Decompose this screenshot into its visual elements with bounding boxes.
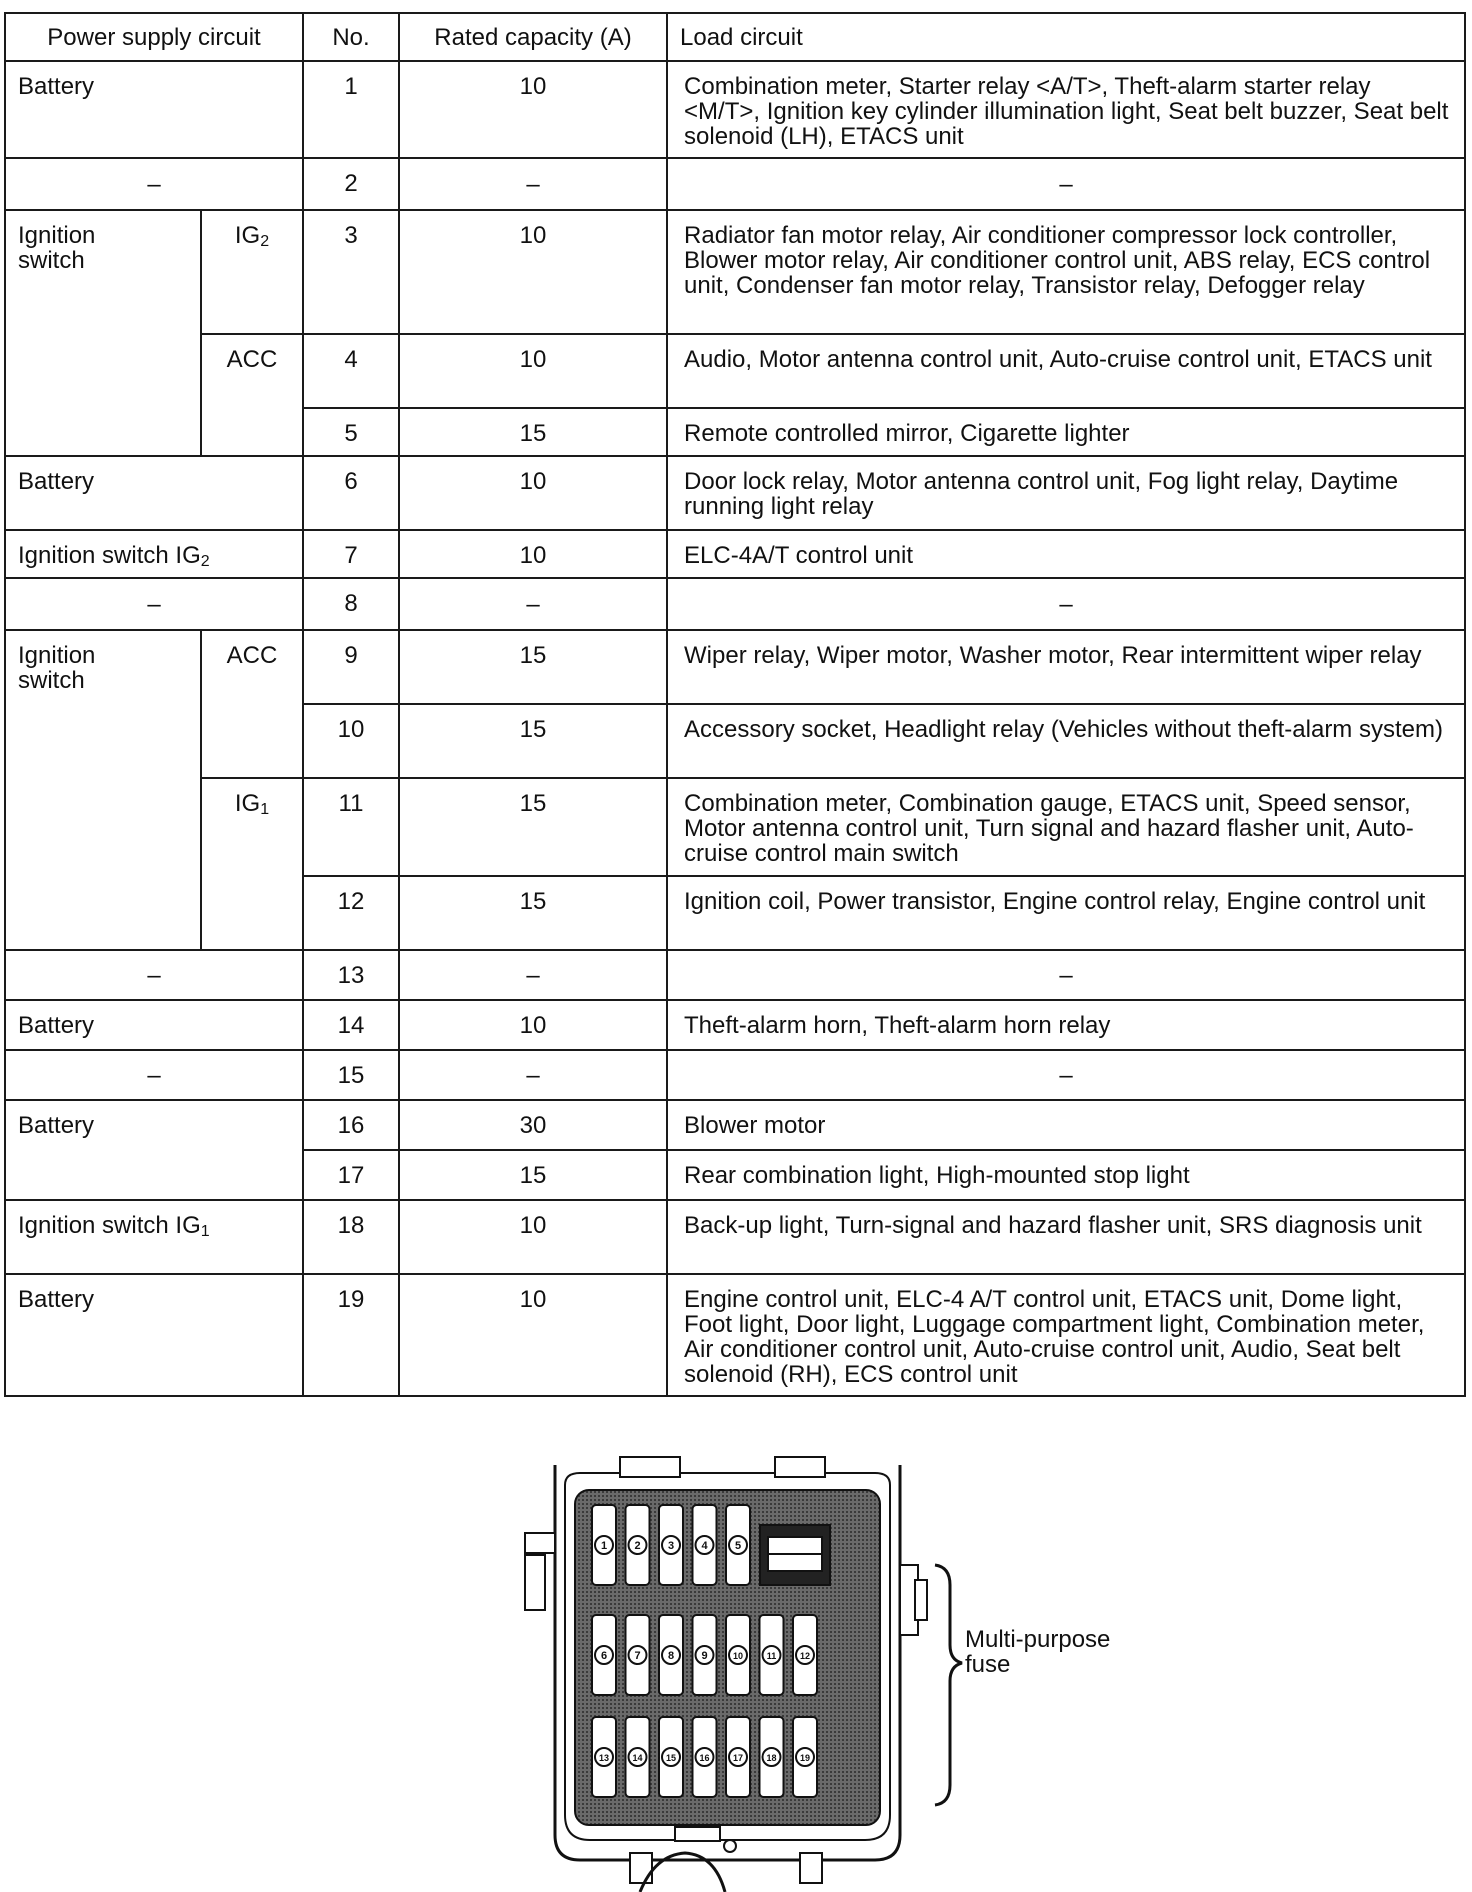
rated-capacity-cell: –	[399, 158, 667, 210]
fuse-slot	[592, 1505, 616, 1585]
ignition-switch-label: Ignition switch	[18, 642, 96, 694]
fuse-table	[4, 12, 1466, 1397]
fuse-number-text: 7	[634, 1650, 641, 1662]
load-circuit-cell: Wiper relay, Wiper motor, Washer motor, Rear intermittent wiper relay	[667, 630, 1465, 704]
power-supply-cell	[5, 1200, 303, 1274]
fuse-number-cell: 8	[303, 578, 399, 630]
table-row	[5, 950, 1465, 1000]
fuse-number-cell: 1	[303, 61, 399, 158]
load-circuit-cell: Accessory socket, Headlight relay (Vehicles without theft-alarm system)	[667, 704, 1465, 778]
table-row	[5, 210, 1465, 334]
fuse-slot	[726, 1717, 750, 1797]
sub-circuit-label: IG	[234, 222, 261, 249]
fuse-number-text: 6	[600, 1650, 608, 1662]
fuse-number-text: 12	[799, 1651, 811, 1661]
fuse-slot	[626, 1717, 650, 1797]
sub-circuit-cell	[201, 210, 303, 334]
table-row	[5, 578, 1465, 630]
sub-circuit-index: 1	[260, 801, 270, 818]
fuse-number-text: 18	[766, 1753, 777, 1763]
load-circuit-cell: –	[667, 1050, 1465, 1100]
header-load-circuit: Load circuit	[667, 13, 1465, 61]
rated-capacity-cell: 10	[399, 334, 667, 408]
multi-purpose-fuse-bracket	[935, 1565, 962, 1805]
fuse-slot	[760, 1615, 784, 1695]
fuse-number-text: 17	[732, 1753, 744, 1763]
power-supply-cell	[5, 210, 201, 456]
load-circuit-cell: Ignition coil, Power transistor, Engine control relay, Engine control unit	[667, 876, 1465, 950]
load-circuit-cell: Blower motor	[667, 1100, 1465, 1150]
sub-circuit-cell: ACC	[201, 630, 303, 778]
header-rated-capacity: Rated capacity (A)	[399, 13, 667, 61]
fuse-number-text: 13	[598, 1753, 610, 1763]
table-row	[5, 778, 1465, 876]
fuse-number-text: 9	[701, 1650, 708, 1662]
load-circuit-cell: Back-up light, Turn-signal and hazard flasher unit, SRS diagnosis unit	[667, 1200, 1465, 1274]
fuse-number-text: 2	[634, 1540, 641, 1552]
fuse-number-cell: 7	[303, 530, 399, 578]
rated-capacity-cell: 10	[399, 1200, 667, 1274]
sub-circuit-label: IG	[234, 790, 261, 817]
fuse-number-cell: 18	[303, 1200, 399, 1274]
table-row	[5, 334, 1465, 408]
load-circuit-cell: –	[667, 158, 1465, 210]
fuse-slot	[659, 1615, 683, 1695]
multi-purpose-fuse-label-line1: Multi-purpose	[965, 1626, 1111, 1653]
fuse-number-text: 5	[734, 1540, 742, 1552]
fuse-number-cell: 15	[303, 1050, 399, 1100]
table-row	[5, 1100, 1465, 1150]
fuse-slot	[626, 1505, 650, 1585]
fuse-number-text: 3	[667, 1540, 675, 1552]
fuse-number-cell: 13	[303, 950, 399, 1000]
fuse-number-cell: 4	[303, 334, 399, 408]
table-row	[5, 1000, 1465, 1050]
header-fuse-number: No.	[303, 13, 399, 61]
load-circuit-cell: Combination meter, Starter relay <A/T>, Theft-alarm starter relay <M/T>, Ignition key cylinder illumination light, Seat belt buzzer, Seat belt solenoid (LH), ETACS unit	[667, 61, 1465, 158]
table-row	[5, 1200, 1465, 1274]
fuse-number-cell: 14	[303, 1000, 399, 1050]
rated-capacity-cell: 10	[399, 210, 667, 334]
fuse-slot	[760, 1717, 784, 1797]
rated-capacity-cell: 15	[399, 630, 667, 704]
fuse-slot	[693, 1615, 717, 1695]
fuse-number-text: 10	[732, 1651, 744, 1661]
power-supply-cell: Battery	[5, 1274, 303, 1396]
rated-capacity-cell: –	[399, 950, 667, 1000]
load-circuit-cell: Rear combination light, High-mounted stop light	[667, 1150, 1465, 1200]
table-row	[5, 1050, 1465, 1100]
load-circuit-cell: Engine control unit, ELC-4 A/T control unit, ETACS unit, Dome light, Foot light, Door light, Luggage compartment light, Combination meter, Air conditioner control unit, Auto-cruise control unit, Audio, Seat belt solenoid (RH), ECS control unit	[667, 1274, 1465, 1396]
fuse-number-text: 14	[632, 1753, 643, 1763]
rated-capacity-cell: 10	[399, 1000, 667, 1050]
power-supply-label: Ignition switch IG	[18, 1212, 201, 1239]
rated-capacity-cell: 15	[399, 704, 667, 778]
rated-capacity-cell: 15	[399, 408, 667, 456]
sub-circuit-index: 2	[260, 233, 270, 250]
load-circuit-cell: Theft-alarm horn, Theft-alarm horn relay	[667, 1000, 1465, 1050]
fuse-number-cell: 16	[303, 1100, 399, 1150]
fuse-number-cell: 12	[303, 876, 399, 950]
rated-capacity-cell: –	[399, 1050, 667, 1100]
table-row	[5, 158, 1465, 210]
rated-capacity-cell: 10	[399, 61, 667, 158]
fuse-number-cell: 17	[303, 1150, 399, 1200]
power-supply-cell: Battery	[5, 1000, 303, 1050]
fuse-number-cell: 10	[303, 704, 399, 778]
fuse-box-diagram	[510, 1455, 1130, 1892]
load-circuit-cell: ELC-4A/T control unit	[667, 530, 1465, 578]
sub-circuit-cell: ACC	[201, 334, 303, 456]
rated-capacity-cell: 15	[399, 876, 667, 950]
load-circuit-cell: Door lock relay, Motor antenna control unit, Fog light relay, Daytime running light relay	[667, 456, 1465, 530]
fuse-number-text: 1	[600, 1540, 608, 1552]
power-supply-cell	[5, 630, 201, 950]
fuse-slot	[726, 1615, 750, 1695]
fuse-slot	[693, 1717, 717, 1797]
fuse-number-cell: 19	[303, 1274, 399, 1396]
power-supply-label: Ignition switch IG	[18, 542, 201, 569]
fuse-slot	[726, 1505, 750, 1585]
fuse-slot	[659, 1717, 683, 1797]
rated-capacity-cell: 30	[399, 1100, 667, 1150]
power-supply-cell: –	[5, 1050, 303, 1100]
relay-icon	[760, 1525, 830, 1585]
rated-capacity-cell: 15	[399, 778, 667, 876]
table-row	[5, 630, 1465, 704]
power-supply-cell: –	[5, 158, 303, 210]
load-circuit-cell: Audio, Motor antenna control unit, Auto-cruise control unit, ETACS unit	[667, 334, 1465, 408]
power-supply-cell: Battery	[5, 61, 303, 158]
fuse-slot	[793, 1717, 817, 1797]
fuse-number-cell: 5	[303, 408, 399, 456]
header-power-supply-circuit: Power supply circuit	[5, 13, 303, 61]
load-circuit-cell: Combination meter, Combination gauge, ETACS unit, Speed sensor, Motor antenna control unit, Turn signal and hazard flasher unit, Auto-cruise control main switch	[667, 778, 1465, 876]
rated-capacity-cell: 10	[399, 1274, 667, 1396]
fuse-number-text: 4	[701, 1540, 708, 1552]
fuse-number-text: 15	[665, 1753, 677, 1763]
power-supply-cell: –	[5, 950, 303, 1000]
rated-capacity-cell: 15	[399, 1150, 667, 1200]
fuse-slot	[793, 1615, 817, 1695]
fuse-slot	[626, 1615, 650, 1695]
power-supply-cell: –	[5, 578, 303, 630]
multi-purpose-fuse-label	[965, 1627, 1110, 1677]
fuse-number-cell: 2	[303, 158, 399, 210]
fuse-number-cell: 11	[303, 778, 399, 876]
table-row	[5, 456, 1465, 530]
table-header-row	[5, 13, 1465, 61]
table-row	[5, 1274, 1465, 1396]
ignition-switch-label: Ignition switch	[18, 222, 96, 274]
rated-capacity-cell: 10	[399, 530, 667, 578]
power-supply-cell: Battery	[5, 456, 303, 530]
load-circuit-cell: –	[667, 950, 1465, 1000]
table-row	[5, 530, 1465, 578]
table-row	[5, 61, 1465, 158]
load-circuit-cell: –	[667, 578, 1465, 630]
load-circuit-cell: Remote controlled mirror, Cigarette lighter	[667, 408, 1465, 456]
fuse-number-text: 11	[766, 1651, 777, 1661]
rated-capacity-cell: 10	[399, 456, 667, 530]
load-circuit-cell: Radiator fan motor relay, Air conditioner compressor lock controller, Blower motor relay, Air conditioner control unit, ABS relay, ECS control unit, Condenser fan motor relay, Transistor relay, Defogger relay	[667, 210, 1465, 334]
fuse-number-text: 8	[667, 1650, 675, 1662]
fuse-slot	[592, 1717, 616, 1797]
fuse-number-text: 16	[699, 1753, 710, 1763]
power-supply-cell	[5, 530, 303, 578]
fuse-number-text: 19	[799, 1753, 811, 1763]
power-supply-index: 1	[200, 1223, 210, 1240]
fuse-slot	[693, 1505, 717, 1585]
power-supply-index: 2	[200, 553, 210, 570]
rated-capacity-cell: –	[399, 578, 667, 630]
fuse-number-cell: 6	[303, 456, 399, 530]
fuse-slot	[592, 1615, 616, 1695]
fuse-slot	[659, 1505, 683, 1585]
power-supply-cell: Battery	[5, 1100, 303, 1200]
sub-circuit-cell	[201, 778, 303, 950]
multi-purpose-fuse-label-line2: fuse	[965, 1651, 1011, 1678]
fuse-number-cell: 9	[303, 630, 399, 704]
fuse-number-cell: 3	[303, 210, 399, 334]
